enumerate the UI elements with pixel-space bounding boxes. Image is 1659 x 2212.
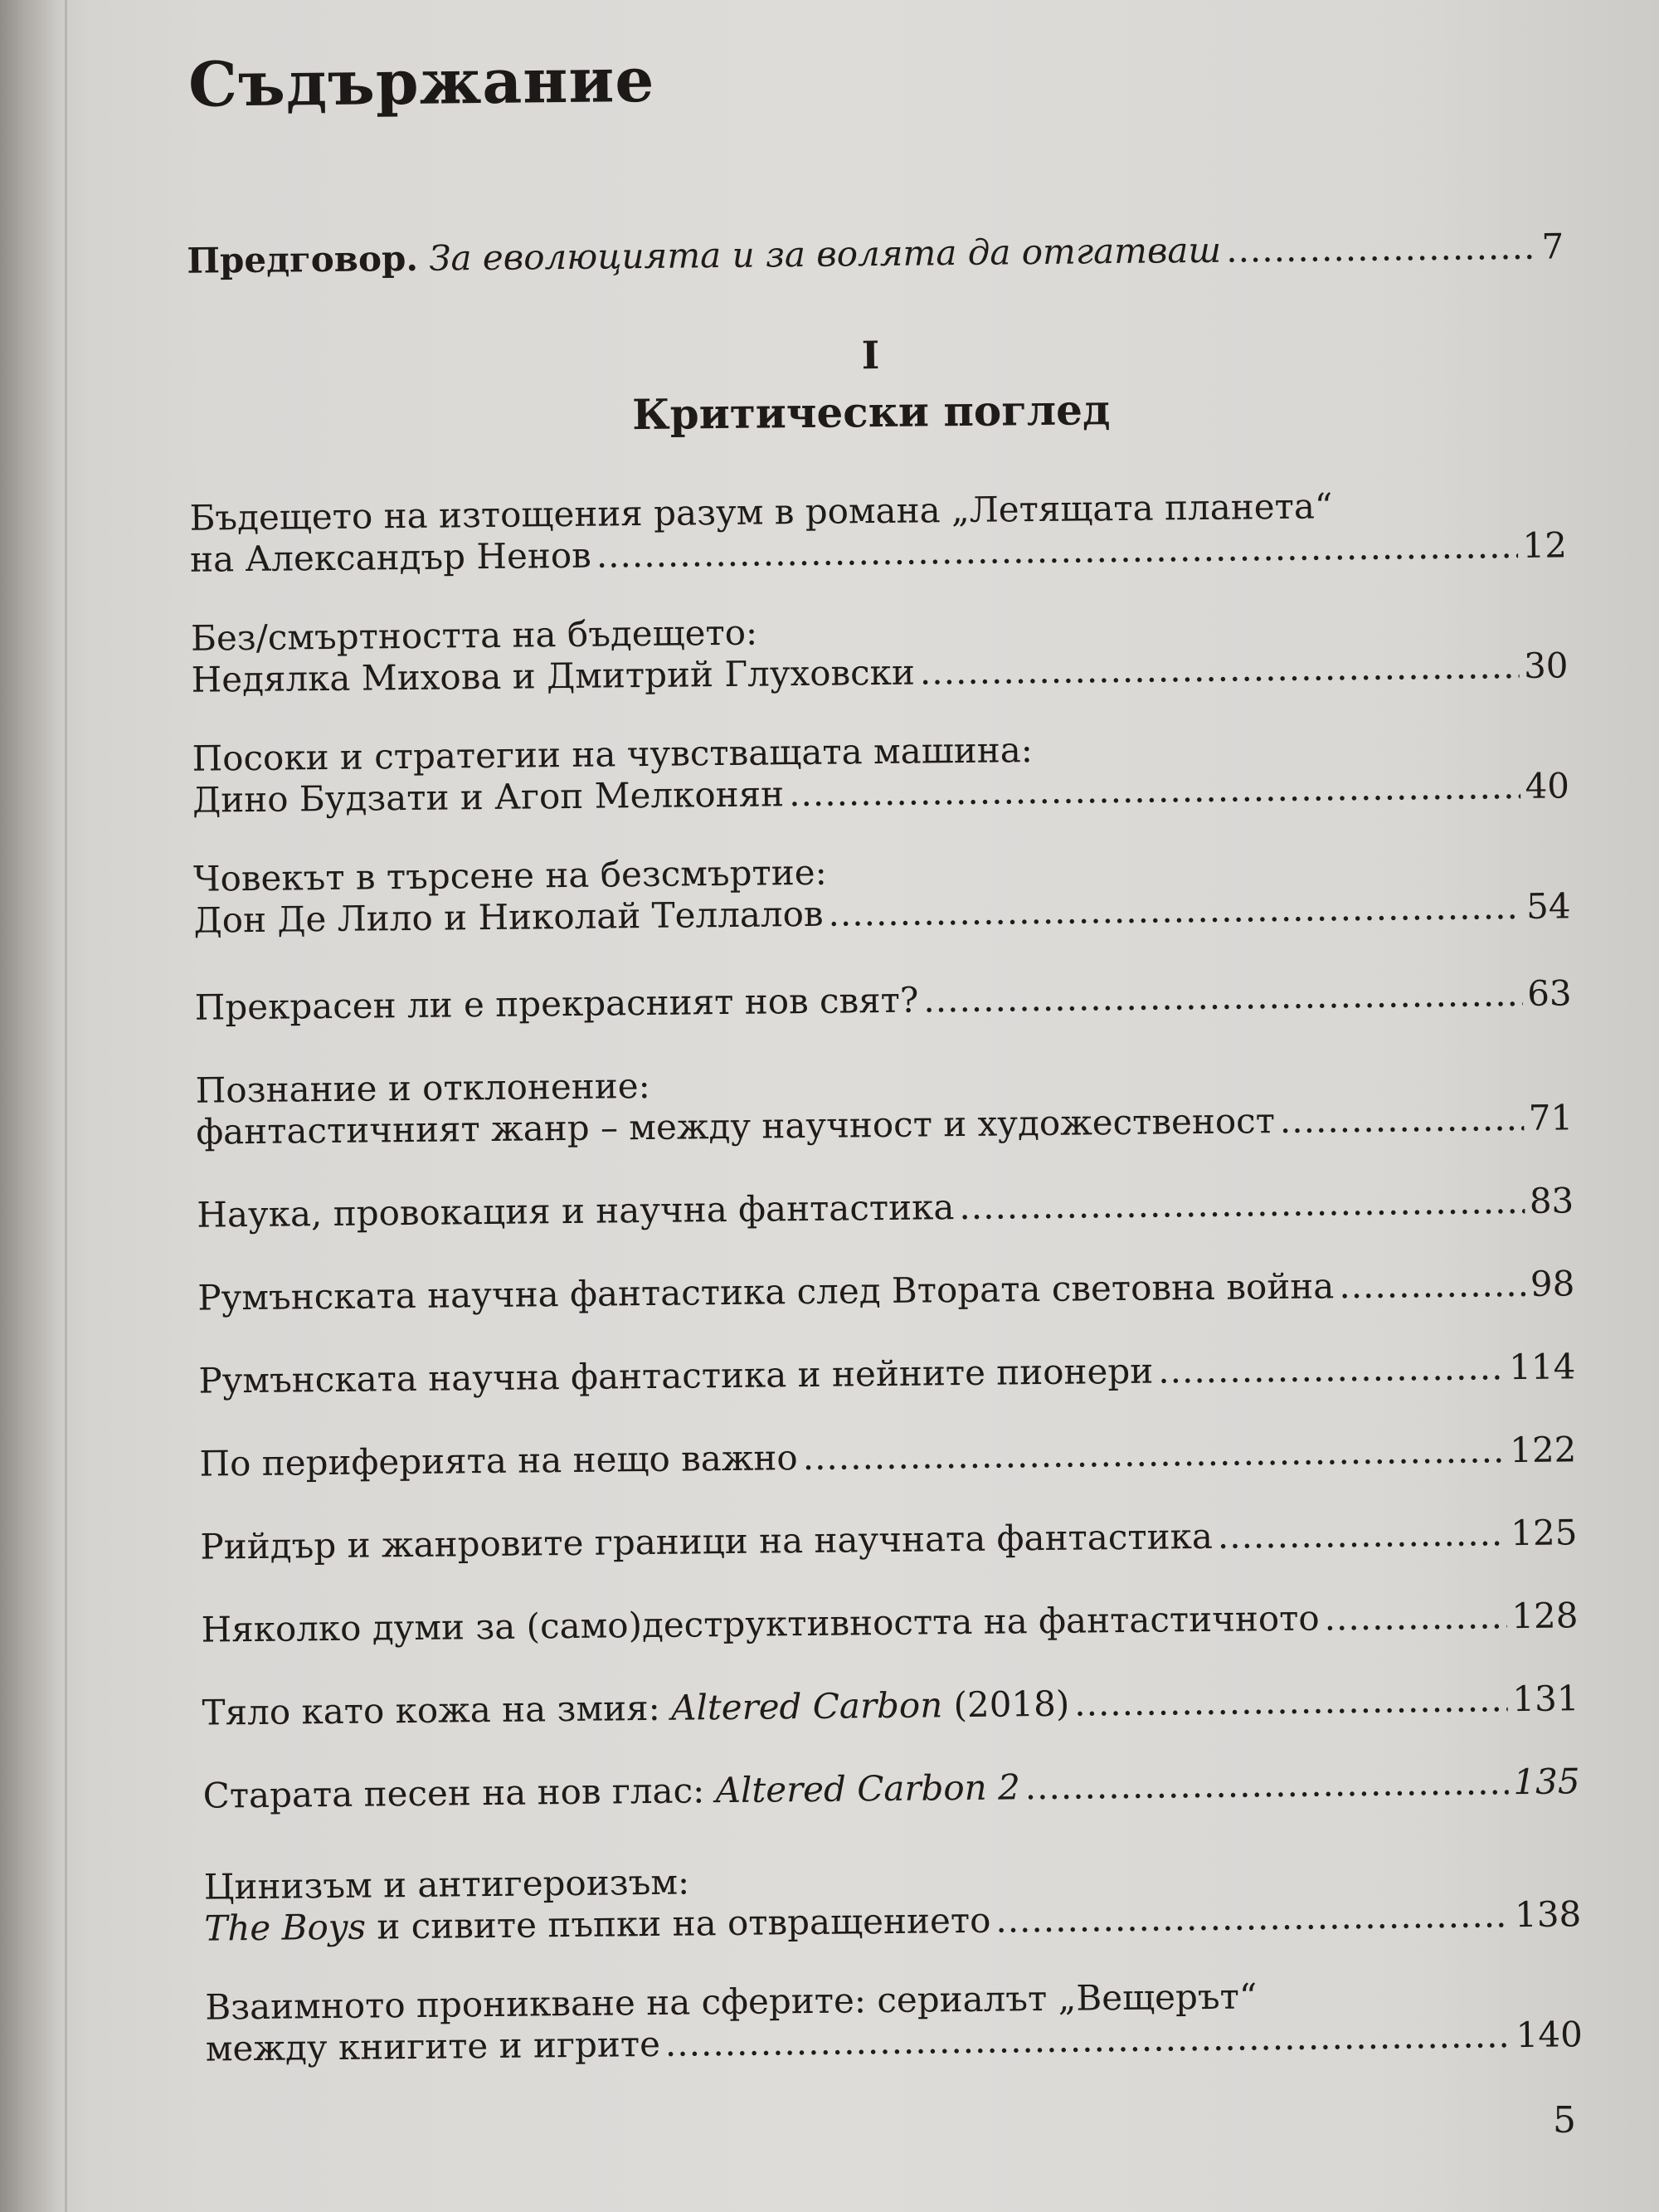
entry-title-suffix: (2018) (941, 1683, 1070, 1726)
entry-title: Румънската научна фантастика и нейните пионери (198, 1350, 1154, 1401)
toc-entry (202, 1678, 1579, 1733)
entry-title-line2: между книгите и игрите (205, 2023, 661, 2069)
toc-entry (189, 483, 1567, 580)
entry-title-line1: Познание и отклонение: (195, 1065, 650, 1111)
entry-title: Няколко думи за (само)деструктивността на фантастичното (201, 1597, 1320, 1650)
entry-title-prefix: Старата песен на нов глас: (202, 1770, 716, 1816)
entry-title: Рийдър и жанровите граници на научната фантастика (200, 1515, 1214, 1567)
toc-entry (202, 1761, 1579, 1816)
page-ref: 135 (1513, 1761, 1580, 1803)
page-ref: 63 (1526, 972, 1572, 1014)
dot-leader (1074, 1678, 1508, 1724)
page-ref: 125 (1511, 1512, 1578, 1554)
dot-leader (995, 1894, 1510, 1941)
toc-entry (193, 844, 1571, 941)
dot-leader (1025, 1761, 1509, 1808)
dot-leader (1218, 1513, 1506, 1557)
dot-leader (1339, 1264, 1525, 1307)
entry-title-line1: Бъдещето на изтощения разум в романа „Летящата планета“ (189, 485, 1333, 538)
dot-leader (789, 766, 1520, 815)
preface-label: Предговор. (187, 237, 419, 281)
dot-leader (923, 973, 1522, 1021)
dot-leader (1280, 1098, 1524, 1142)
entry-title-line2: Дино Будзати и Агоп Мелконян (192, 773, 785, 821)
entry-title: По периферията на нещо важно (199, 1437, 798, 1484)
page-title: Съдържание (187, 44, 655, 121)
entry-title-prefix: Тяло като кожа на змия: (202, 1687, 672, 1733)
entry-title-line1: Без/смъртността на бъдещето: (190, 611, 758, 659)
toc-entry (205, 1972, 1583, 2069)
toc-entry (200, 1512, 1577, 1567)
toc-content (166, 0, 1591, 2212)
entry-title: Наука, провокация и научна фантастика (197, 1186, 955, 1235)
toc-entry (192, 724, 1569, 821)
dot-leader (596, 525, 1518, 577)
entry-title-line2: на Александър Ненов (189, 534, 592, 580)
dot-leader (1324, 1596, 1506, 1639)
entry-title-italic: Altered Carbon 2 (715, 1766, 1021, 1811)
page-ref: 131 (1512, 1678, 1579, 1720)
dot-leader (1158, 1347, 1504, 1391)
entry-title: Прекрасен ли е прекрасният нов свят? (194, 979, 919, 1028)
page-ref: 83 (1529, 1180, 1574, 1221)
entry-title: Румънската научна фантастика след Втората световна война (197, 1265, 1335, 1318)
dot-leader (920, 646, 1520, 694)
entry-title-line2: Недялка Михова и Дмитрий Глуховски (191, 651, 916, 700)
book-fold-line (65, 0, 67, 2212)
page-ref: 122 (1509, 1429, 1577, 1471)
page-ref: 7 (1541, 226, 1564, 267)
dot-leader (959, 1181, 1525, 1228)
page-ref: 98 (1530, 1263, 1575, 1304)
toc-entry (194, 972, 1571, 1028)
page-ref: 40 (1525, 765, 1570, 806)
entry-title-suffix: и сивите пъпки на отвращението (365, 1899, 991, 1947)
page-ref: 128 (1511, 1595, 1579, 1637)
page-number: 5 (1553, 2099, 1576, 2141)
toc-entry (204, 1852, 1582, 1949)
toc-entry (197, 1180, 1574, 1235)
part-number: I (861, 333, 880, 378)
toc-entry (198, 1346, 1575, 1401)
entry-title-italic: Altered Carbon (670, 1684, 943, 1728)
toc-entry (197, 1263, 1574, 1318)
toc-entry-preface (187, 226, 1564, 281)
dot-leader (802, 1430, 1505, 1479)
page-ref: 114 (1508, 1346, 1576, 1388)
dot-leader (828, 886, 1521, 935)
page-ref: 138 (1514, 1893, 1582, 1936)
book-gutter-shadow (0, 0, 58, 2212)
entry-title-line1: Цинизъм и антигероизъм: (203, 1861, 690, 1907)
preface-text: За еволюцията и за волята да отгатваш (417, 229, 1222, 279)
page-ref: 71 (1528, 1097, 1574, 1138)
entry-title-line1: Човекът в търсене на безсмъртие: (192, 851, 828, 899)
page-ref: 54 (1525, 885, 1571, 927)
entry-title-italic: The Boys (204, 1906, 367, 1949)
part-title: Критически поглед (631, 385, 1111, 440)
toc-entry (201, 1595, 1578, 1650)
toc-entry (191, 603, 1569, 700)
toc-entry (196, 1055, 1574, 1152)
entry-title-line2: фантастичният жанр – между научност и художественост (196, 1100, 1276, 1152)
page-ref: 12 (1522, 524, 1568, 566)
dot-leader (665, 2015, 1511, 2065)
entry-title-line1: Посоки и стратегии на чувстващата машина: (192, 729, 1034, 779)
toc-entry (199, 1429, 1576, 1484)
page-ref: 140 (1515, 2014, 1584, 2056)
page-ref: 30 (1523, 645, 1569, 686)
entry-title-line2: Дон Де Лило и Николай Теллалов (193, 893, 824, 941)
entry-title-line1: Взаимното проникване на сферите: сериалът „Вещерът“ (205, 1976, 1258, 2028)
dot-leader (1226, 227, 1537, 271)
